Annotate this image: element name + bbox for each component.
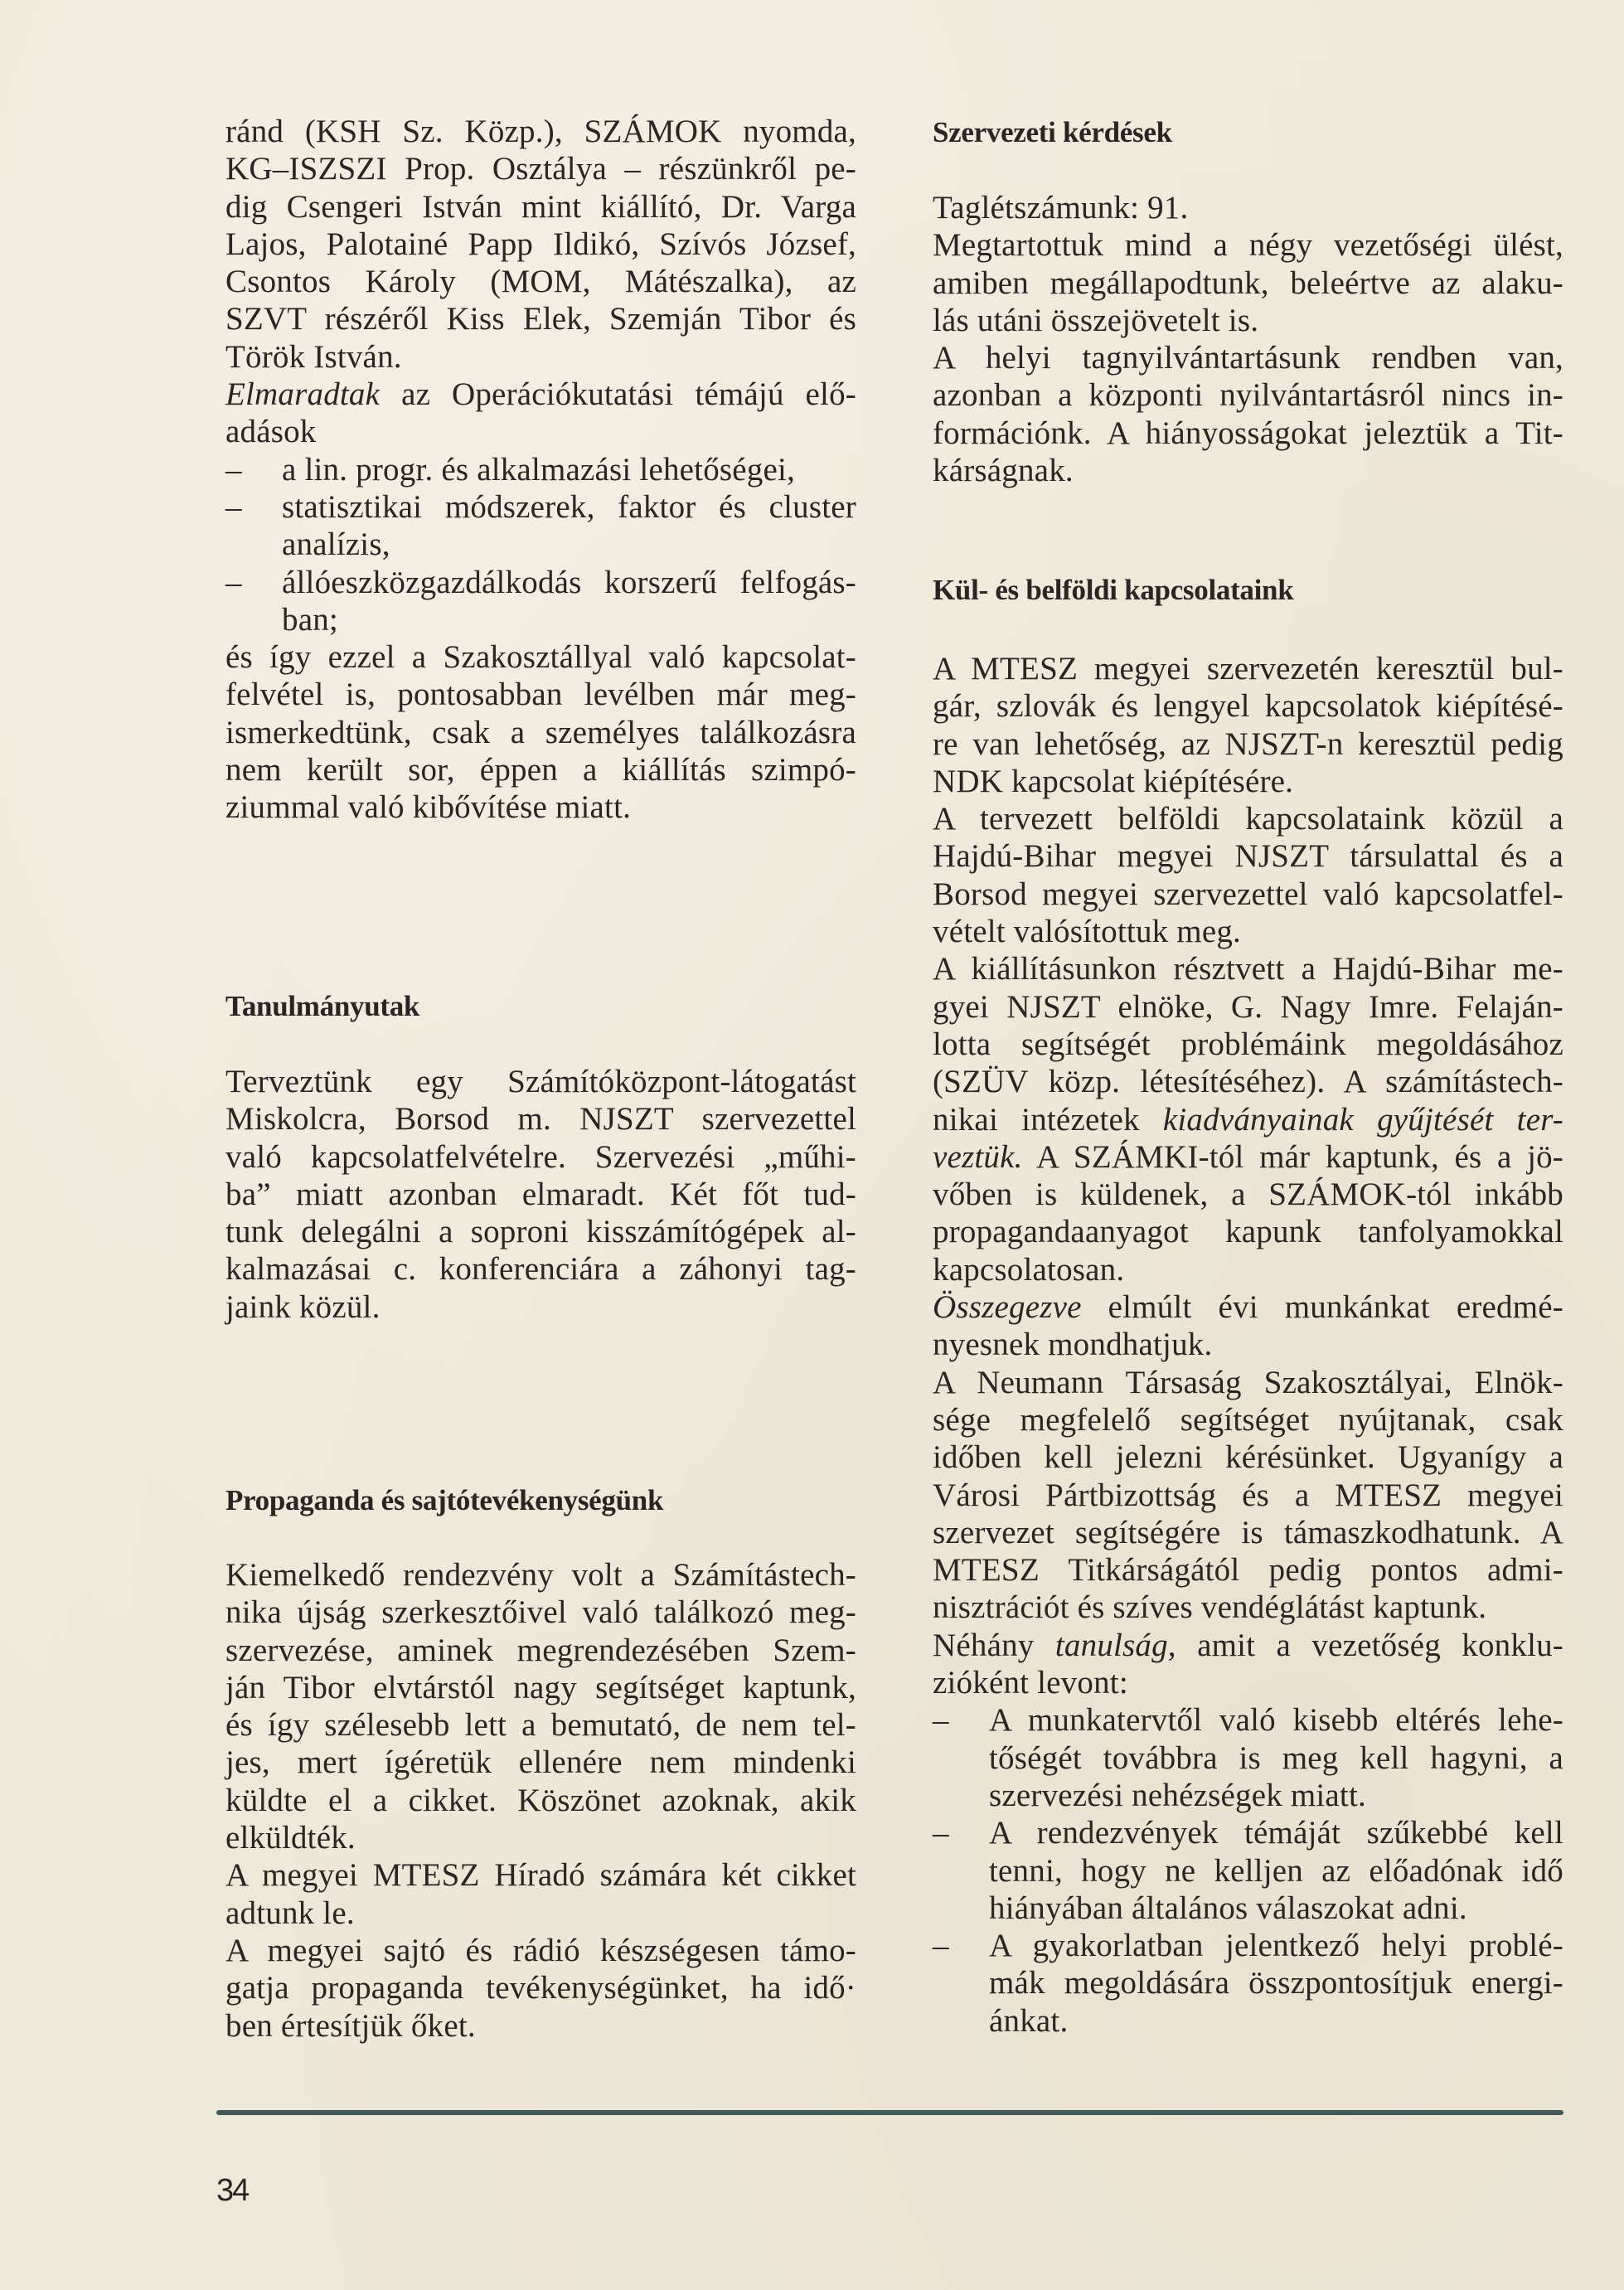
text-fragment: Néhány (933, 1627, 1055, 1663)
missed-lectures-line (225, 376, 856, 413)
text-line: Terveztünk egy Számítóközpont-látogatást (225, 1064, 856, 1099)
text-line (933, 1138, 1563, 1176)
dash-bullet: – (933, 1928, 949, 1964)
text-line: Lajos, Palotainé Papp Ildikó, Szívós József, (225, 226, 856, 262)
text-line: ba” miatt azonban elmaradt. Két főt tud- (225, 1176, 856, 1212)
text-line: adások (225, 414, 317, 450)
text-line: és így szélesebb lett a bemutató, de nem tel- (225, 1707, 856, 1744)
text-line: Török István. (225, 338, 402, 375)
text-fragment: A SZÁMKI-tól már kaptunk, és a jö- (1022, 1138, 1563, 1175)
section-heading-study-trips: Tanulmányutak (225, 990, 420, 1022)
text-line: amiben megállapodtunk, beleértve az alaku- (933, 264, 1563, 301)
text-line: A helyi tagnyilvántartásunk rendben van, (933, 340, 1563, 376)
text-line: azonban a központi nyilvántartásról nincs in- (933, 377, 1563, 414)
text-line: adtunk le. (225, 1895, 355, 1931)
text-line: szervezet segítségére is támaszkodhatunk. A (933, 1514, 1563, 1550)
text-line (933, 1627, 1563, 1664)
text-line: A megyei sajtó és rádió készségesen támo- (225, 1932, 856, 1968)
text-line: Megtartottuk mind a négy vezetőségi ülést, (933, 227, 1563, 264)
list-item (933, 1814, 1563, 1851)
italic-fragment: veztük. (933, 1138, 1023, 1175)
text-line: Miskolcra, Borsod m. NJSZT szervezettel (225, 1101, 856, 1138)
organization-paragraphs (933, 189, 1563, 489)
text-line: propagandaanyagot kapunk tanfolyamokkal (933, 1214, 1563, 1250)
text-line: Csontos Károly (MOM, Mátészalka), az (225, 264, 856, 300)
text-line: A tervezett belföldi kapcsolataink közül a (933, 801, 1563, 837)
text-line: sége megfelelő segítséget nyújtanak, csak (933, 1401, 1563, 1438)
text-line: tenni, hogy ne kelljen az előadónak idő (989, 1852, 1563, 1889)
text-line: küldte el a cikket. Köszönet azoknak, akik (225, 1782, 856, 1818)
text-line: jes, mert ígéretük ellenére nem mindenki (225, 1744, 856, 1781)
text-line: A gyakorlatban jelentkező helyi problé- (989, 1928, 1563, 1964)
text-line: A munkatervtől való kisebb eltérés lehe- (989, 1702, 1563, 1739)
text-line: (SZÜV közp. létesítéséhez). A számítástech- (933, 1064, 1563, 1100)
text-line: Borsod megyei szervezettel való kapcsolatfel- (933, 876, 1563, 912)
page-number: 34 (216, 2173, 249, 2208)
text-line: időben kell jelezni kérésünket. Ugyanígy a (933, 1439, 1563, 1476)
text-line: ján Tibor elvtárstól nagy segítséget kaptunk, (225, 1669, 856, 1705)
list-item (225, 488, 856, 526)
text-line: NDK kapcsolat kiépítésére. (933, 763, 1294, 799)
italic-fragment: kiadványainak gyűjtését ter- (1162, 1101, 1563, 1138)
text-line: statisztikai módszerek, faktor és cluster (282, 488, 856, 525)
list-item (933, 1701, 1563, 1739)
text-line: A kiállításunkon résztvett a Hajdú-Bihar me- (933, 951, 1563, 987)
text-line: kapcsolatosan. (933, 1251, 1125, 1288)
relations-paragraphs (933, 650, 1563, 2040)
text-line: való kapcsolatfelvételre. Szervezési „műhi- (225, 1138, 856, 1175)
section-heading-propaganda: Propaganda és sajtótevékenységünk (225, 1484, 664, 1516)
text-line: Kiemelkedő rendezvény volt a Számítástech- (225, 1557, 856, 1593)
italic-lead: Elmaradtak (225, 376, 381, 413)
text-fragment: elmúlt évi munkánkat eredmé- (1081, 1289, 1563, 1326)
propaganda-paragraphs (225, 1556, 856, 2045)
text-line: ismerkedtünk, csak a személyes találkozásra (225, 714, 856, 750)
text-line: A megyei MTESZ Híradó számára két cikket (225, 1857, 856, 1894)
text-line: gatja propaganda tevékenységünket, ha idő· (225, 1970, 856, 2006)
text-line: állóeszközgazdálkodás korszerű felfogás- (282, 564, 856, 600)
text-line: mák megoldására összpontosítjuk energi- (989, 1965, 1563, 2001)
section-heading-organization: Szervezeti kérdések (933, 116, 1172, 148)
text-line: vételt valósítottuk meg. (933, 914, 1241, 950)
text-line: tunk delegálni a soproni kisszámítógépek al- (225, 1214, 856, 1250)
text-line: A Neumann Társaság Szakosztályai, Elnök- (933, 1364, 1563, 1400)
text-fragment: amit a vezetőség konklu- (1176, 1627, 1563, 1663)
intro-paragraph (225, 113, 856, 827)
text-line: MTESZ Titkárságától pedig pontos admi- (933, 1552, 1563, 1589)
text-line: hiányában általános válaszokat adni. (989, 1890, 1467, 1926)
dash-bullet: – (225, 488, 242, 525)
section-heading-relations: Kül- és belföldi kapcsolataink (933, 574, 1294, 606)
text-line: a lin. progr. és alkalmazási lehetőségei, (282, 451, 795, 488)
text-line: ban; (282, 601, 338, 638)
text-line: tőségét továbbra is meg kell hagyni, a (989, 1739, 1563, 1776)
text-fragment: nikai intézetek (933, 1101, 1163, 1138)
text-line (933, 1101, 1563, 1138)
member-count-line: Taglétszámunk: 91. (933, 190, 1189, 226)
text-line: ziummal való kibővítése miatt. (225, 789, 632, 826)
study-trips-paragraph (225, 1063, 856, 1326)
text-line: ben értesítjük őket. (225, 2007, 476, 2044)
text-line: kárságnak. (933, 453, 1074, 489)
text-line: lotta segítségét problémáink megoldásához (933, 1026, 1563, 1062)
text-line: nisztrációt és szíves vendéglátást kaptunk. (933, 1589, 1487, 1626)
text-line: vőben is küldenek, a SZÁMOK-tól inkább (933, 1177, 1563, 1213)
text-line: KG–ISZSZI Prop. Osztálya – részünkről pe- (225, 151, 856, 187)
text-line: zióként levont: (933, 1665, 1128, 1701)
text-line: A MTESZ megyei szervezetén keresztül bul- (933, 651, 1563, 687)
text-line: re van lehetőség, az NJSZT-n keresztül pedig (933, 725, 1563, 762)
text-line: nem került sor, éppen a kiállítás szimpó- (225, 752, 856, 788)
text-line: nika újság szerkesztőivel való találkozó meg- (225, 1594, 856, 1631)
list-item (225, 564, 856, 601)
dash-bullet: – (225, 451, 242, 488)
text-line: gár, szlovák és lengyel kapcsolatok kiépítésé- (933, 688, 1563, 725)
text-line: analízis, (282, 526, 390, 563)
text-line (933, 1288, 1563, 1326)
text-line: ánkat. (989, 2002, 1069, 2039)
dash-bullet: – (933, 1815, 949, 1851)
list-item (225, 451, 856, 488)
text-line: Városi Pártbizottság és a MTESZ megyei (933, 1477, 1563, 1513)
text-line: A rendezvények témáját szűkebbé kell (989, 1815, 1563, 1851)
text-line: és így ezzel a Szakosztállyal való kapcsolat- (225, 639, 856, 676)
text-line: felvétel is, pontosabban levélben már meg- (225, 677, 856, 713)
text-line: gyei NJSZT elnöke, G. Nagy Imre. Felaján- (933, 988, 1563, 1025)
footer-rule (216, 2110, 1563, 2115)
text-line: formációnk. A hiányosságokat jeleztük a Tit- (933, 415, 1563, 451)
text-line: SZVT részéről Kiss Elek, Szemján Tibor és (225, 301, 856, 337)
text-line: Hajdú-Bihar megyei NJSZT társulattal és a (933, 838, 1563, 875)
italic-fragment: tanulság, (1054, 1627, 1176, 1663)
text-fragment: az Operációkutatási témájú elő- (380, 376, 856, 413)
text-line: kalmazásai c. konferenciára a záhonyi tag- (225, 1251, 856, 1288)
list-item (933, 1927, 1563, 1964)
text-line: jaink közül. (225, 1288, 381, 1325)
text-line: szervezési nehézségek miatt. (989, 1777, 1366, 1813)
text-line: szervezése, aminek megrendezésében Szem- (225, 1632, 856, 1668)
text-line: nyesnek mondhatjuk. (933, 1327, 1213, 1363)
text-line: dig Csengeri István mint kiállító, Dr. Varga (225, 188, 856, 225)
text-line: elküldték. (225, 1820, 356, 1856)
dash-bullet: – (933, 1702, 949, 1739)
italic-lead: Összegezve (933, 1289, 1082, 1326)
dash-bullet: – (225, 564, 242, 600)
text-line: lás utáni összejövetelt is. (933, 302, 1259, 338)
text-line: ránd (KSH Sz. Közp.), SZÁMOK nyomda, (225, 114, 856, 149)
